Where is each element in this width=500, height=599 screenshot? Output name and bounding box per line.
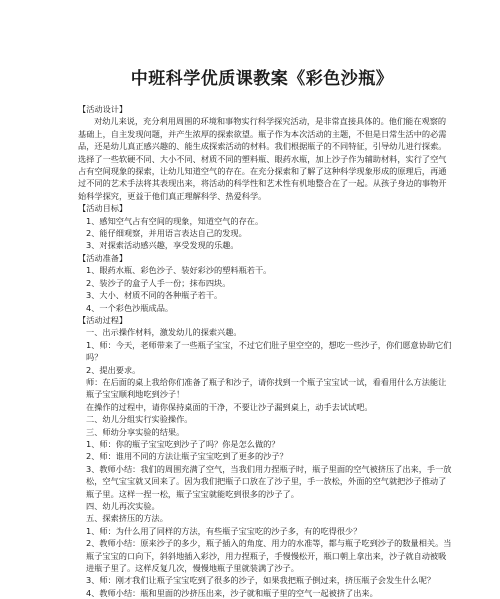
paragraph: 四、幼儿再次实验。 <box>86 501 160 511</box>
paragraph: 4、一个彩色沙瓶成品。 <box>86 302 174 313</box>
paragraph: 2、师：谁用不同的方法让瓶子宝宝吃到了更多的沙子？ <box>86 451 288 462</box>
section-heading: 【活动设计】 <box>78 104 128 114</box>
paragraph: 1、感知空气占有空间的现象，知道空气的存在。 <box>86 215 264 226</box>
paragraph: 3、师：刚才我们让瓶子宝宝吃到了很多的沙子，如果我把瓶子倒过来，挤压瓶子会发生什么呢？ <box>86 575 436 586</box>
paragraph: 1、眼药水瓶、彩色沙子、装好彩沙的塑料瓶若干。 <box>86 265 272 276</box>
paragraph: 3、教师小结：我们的周围充满了空气，当我们用力捏瓶子时，瓶子里面的空气被挤压了出来，手一放松，空气宝宝就又回来了。因为我们把瓶子口放在了沙子里，手一放松，外面的空气就把沙子推动了瓶子里。这样一捏一松，瓶子宝宝就能吃到很多的沙子了。 <box>86 463 452 499</box>
paragraph: 五、探索挤压的方法。 <box>86 513 168 524</box>
paragraph: 一、出示操作材料，激发幼儿的探索兴趣。 <box>86 327 242 338</box>
section-heading: 【活动准备】 <box>78 252 128 263</box>
paragraph: 4、教师小结：瓶和里面的沙挤压出来，沙子就和瓶子里的空气一起被挤了出来。 <box>86 587 378 598</box>
paragraph: 三、师幼分享实验的结果。 <box>86 426 185 437</box>
paragraph: 2、装沙子的盒子人手一份；抹布四块。 <box>86 277 231 288</box>
paragraph: 1、师：今天，老师带来了一些瓶子宝宝，不过它们肚子里空空的，想吃一些沙子，你们愿意协助它们吗？ <box>86 339 452 363</box>
paragraph: 二、幼儿分组实行实验操作。 <box>86 414 193 425</box>
section-heading: 【活动过程】 <box>78 314 128 325</box>
paragraph: 3、对探索活动感兴趣，享受发现的乐趣。 <box>86 240 239 251</box>
document-body <box>78 103 452 599</box>
paragraph: 对幼儿来说，充分利用周围的环境和事物实行科学探究活动，是非常直接具体的。他们能在观察的基础上，自主发现问题，并产生浓厚的探索欲望。瓶子作为本次活动的主题，不但是日常生活中的必需品，还是幼儿真正感兴趣的、能生成探索活动的材料。我们根据瓶子的不同特征，引导幼儿进行探索。选择了一些软硬不同、大小不同、材质不同的塑料瓶、眼药水瓶，加上沙子作为辅助材料，实行了空气占有空间现象的探索，让幼儿知道空气的存在。在充分探索和了解了这种科学现象形成的原理后，再通过不同的艺术手法将其表现出来，将活动的科学性和艺术性有机地整合在了一起。从孩子身边的事物开始科学探究，更益于他们真正理解科学、热爱科学。 <box>78 116 447 201</box>
section-heading: 【活动目标】 <box>78 203 128 214</box>
paragraph: 1、师：为什么用了同样的方法，有些瓶子宝宝吃的沙子多，有的吃得很少？ <box>86 525 362 536</box>
paragraph: 师：在后面的桌上我给你们准备了瓶子和沙子，请你找到一个瓶子宝宝试一试，看看用什么方法能让瓶子宝宝顺利地吃到沙子！ <box>86 376 447 400</box>
paragraph: 2、教师小结：原来沙子的多少，瓶子插入的角度、用力的水准等，都与瓶子吃到沙子的数量相关。当瓶子宝宝的口向下，斜斜地插入彩沙，用力捏瓶子，手慢慢松开，瓶口朝上拿出来，沙子就自动被吸进瓶子里了。这样反复几次，慢慢地瓶子里就装满了沙子。 <box>86 538 452 574</box>
paragraph: 1、师：你的瓶子宝宝吃到沙子了吗？你是怎么做的？ <box>86 438 280 449</box>
document-title: 中班科学优质课教案《彩色沙瓶》 <box>130 69 394 89</box>
paragraph: 2、提出要求。 <box>86 364 141 375</box>
paragraph: 2、能仔细观察，并用语言表达自己的发现。 <box>86 228 247 239</box>
paragraph: 3、大小、材质不同的各种瓶子若干。 <box>86 290 223 301</box>
paragraph: 在操作的过程中，请你保持桌面的干净，不要让沙子漏到桌上，动手去试试吧。 <box>86 401 373 412</box>
